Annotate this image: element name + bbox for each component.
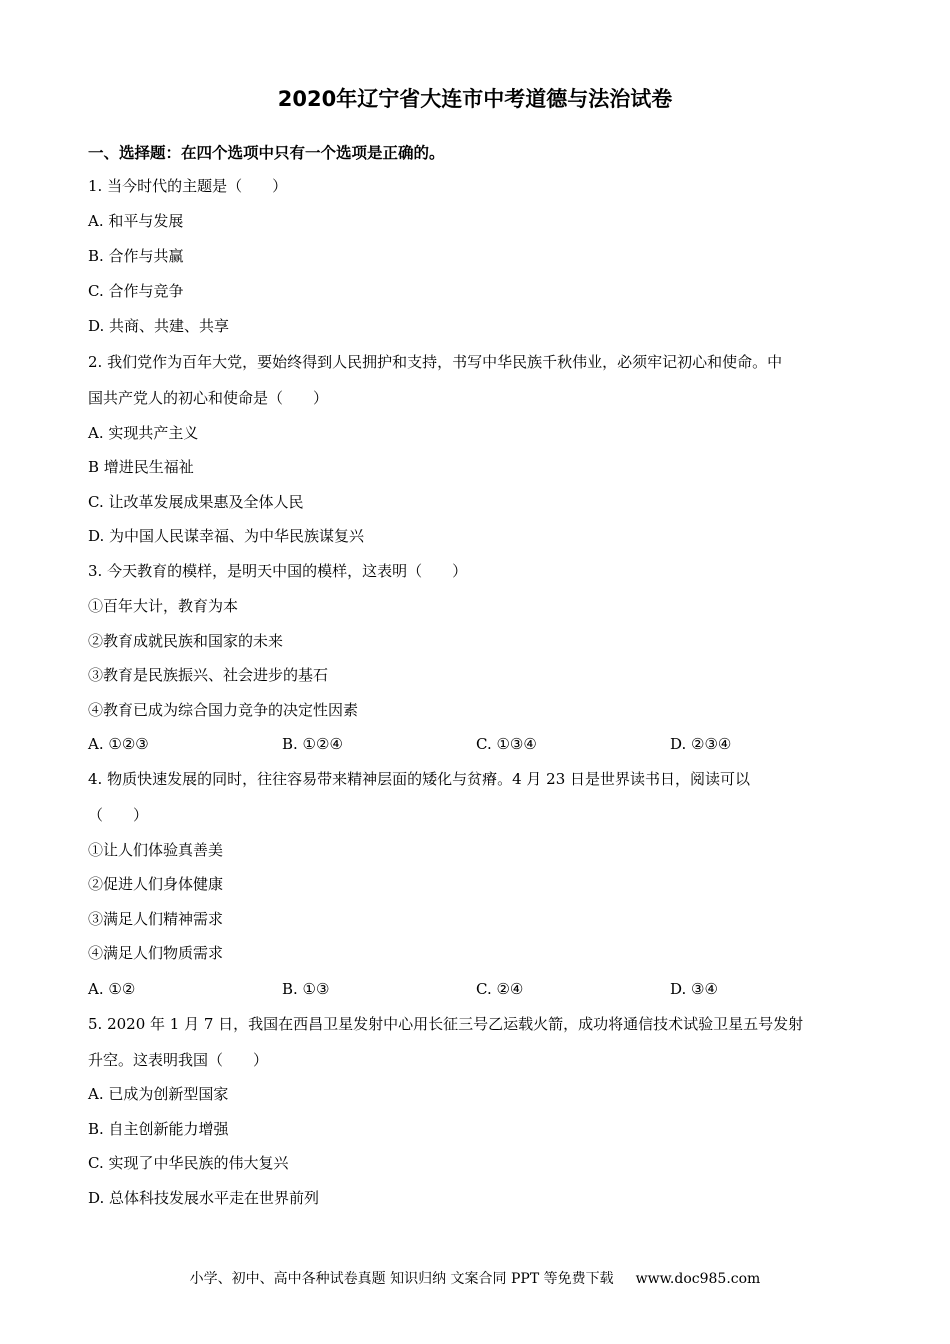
question-5-option-a: A. 已成为创新型国家 (88, 1085, 229, 1103)
question-1-option-b: B. 合作与共赢 (88, 247, 184, 265)
page-footer (0, 1267, 950, 1291)
question-3-statement-2: ②教育成就民族和国家的未来 (88, 632, 284, 650)
question-2-option-b: B 增进民生福祉 (88, 458, 194, 476)
question-4-statement-2: ②促进人们身体健康 (88, 875, 224, 893)
question-1-option-a: A. 和平与发展 (88, 212, 184, 230)
question-5-option-d: D. 总体科技发展水平走在世界前列 (88, 1189, 320, 1207)
question-4-option-d: D. ③④ (670, 980, 718, 998)
question-4-stem-line-1: 4. 物质快速发展的同时，往往容易带来精神层面的矮化与贫瘠。4 月 23 日是世界读书日，阅读可以 (88, 770, 751, 788)
question-1-option-d: D. 共商、共建、共享 (88, 317, 230, 335)
question-3-option-a: A. ①②③ (88, 735, 149, 753)
question-4-statement-1: ①让人们体验真善美 (88, 841, 224, 859)
question-1-option-c: C. 合作与竞争 (88, 282, 184, 300)
question-5-stem-line-1: 5. 2020 年 1 月 7 日，我国在西昌卫星发射中心用长征三号乙运载火箭，成功将通信技术试验卫星五号发射 (88, 1015, 804, 1033)
question-4-option-a: A. ①② (88, 980, 136, 998)
question-4-statement-3: ③满足人们精神需求 (88, 910, 224, 928)
question-2-stem-line-1: 2. 我们党作为百年大党，要始终得到人民拥护和支持，书写中华民族千秋伟业，必须牢记初心和使命。中 (88, 353, 783, 371)
question-4-option-c: C. ②④ (476, 980, 524, 998)
question-5-option-b: B. 自主创新能力增强 (88, 1120, 229, 1138)
question-4-stem-line-2: （ ） (88, 806, 149, 824)
question-2-stem-line-2: 国共产党人的初心和使命是（ ） (88, 389, 329, 407)
exam-title: 2020年辽宁省大连市中考道德与法治试卷 (277, 87, 673, 111)
question-3-stem: 3. 今天教育的模样，是明天中国的模样，这表明（ ） (88, 562, 468, 580)
question-5-stem-line-2: 升空。这表明我国（ ） (88, 1051, 269, 1069)
footer-text: 小学、初中、高中各种试卷真题 知识归纳 文案合同 PPT 等免费下载 (189, 1271, 614, 1287)
question-3-option-b: B. ①②④ (282, 735, 343, 753)
question-5-option-c: C. 实现了中华民族的伟大复兴 (88, 1154, 289, 1172)
question-2-option-d: D. 为中国人民谋幸福、为中华民族谋复兴 (88, 527, 365, 545)
question-2-option-a: A. 实现共产主义 (88, 424, 199, 442)
question-3-option-d: D. ②③④ (670, 735, 732, 753)
question-3-statement-1: ①百年大计，教育为本 (88, 597, 239, 615)
section-heading: 一、选择题：在四个选项中只有一个选项是正确的。 (88, 144, 445, 162)
question-3-statement-3: ③教育是民族振兴、社会进步的基石 (88, 666, 329, 684)
question-1-stem: 1. 当今时代的主题是（ ） (88, 177, 288, 195)
question-4-option-b: B. ①③ (282, 980, 330, 998)
question-4-statement-4: ④满足人们物质需求 (88, 944, 224, 962)
question-3-statement-4: ④教育已成为综合国力竞争的决定性因素 (88, 701, 359, 719)
question-3-option-c: C. ①③④ (476, 735, 537, 753)
question-2-option-c: C. 让改革发展成果惠及全体人民 (88, 493, 304, 511)
footer-website-link[interactable]: www.doc985.com (635, 1271, 761, 1287)
